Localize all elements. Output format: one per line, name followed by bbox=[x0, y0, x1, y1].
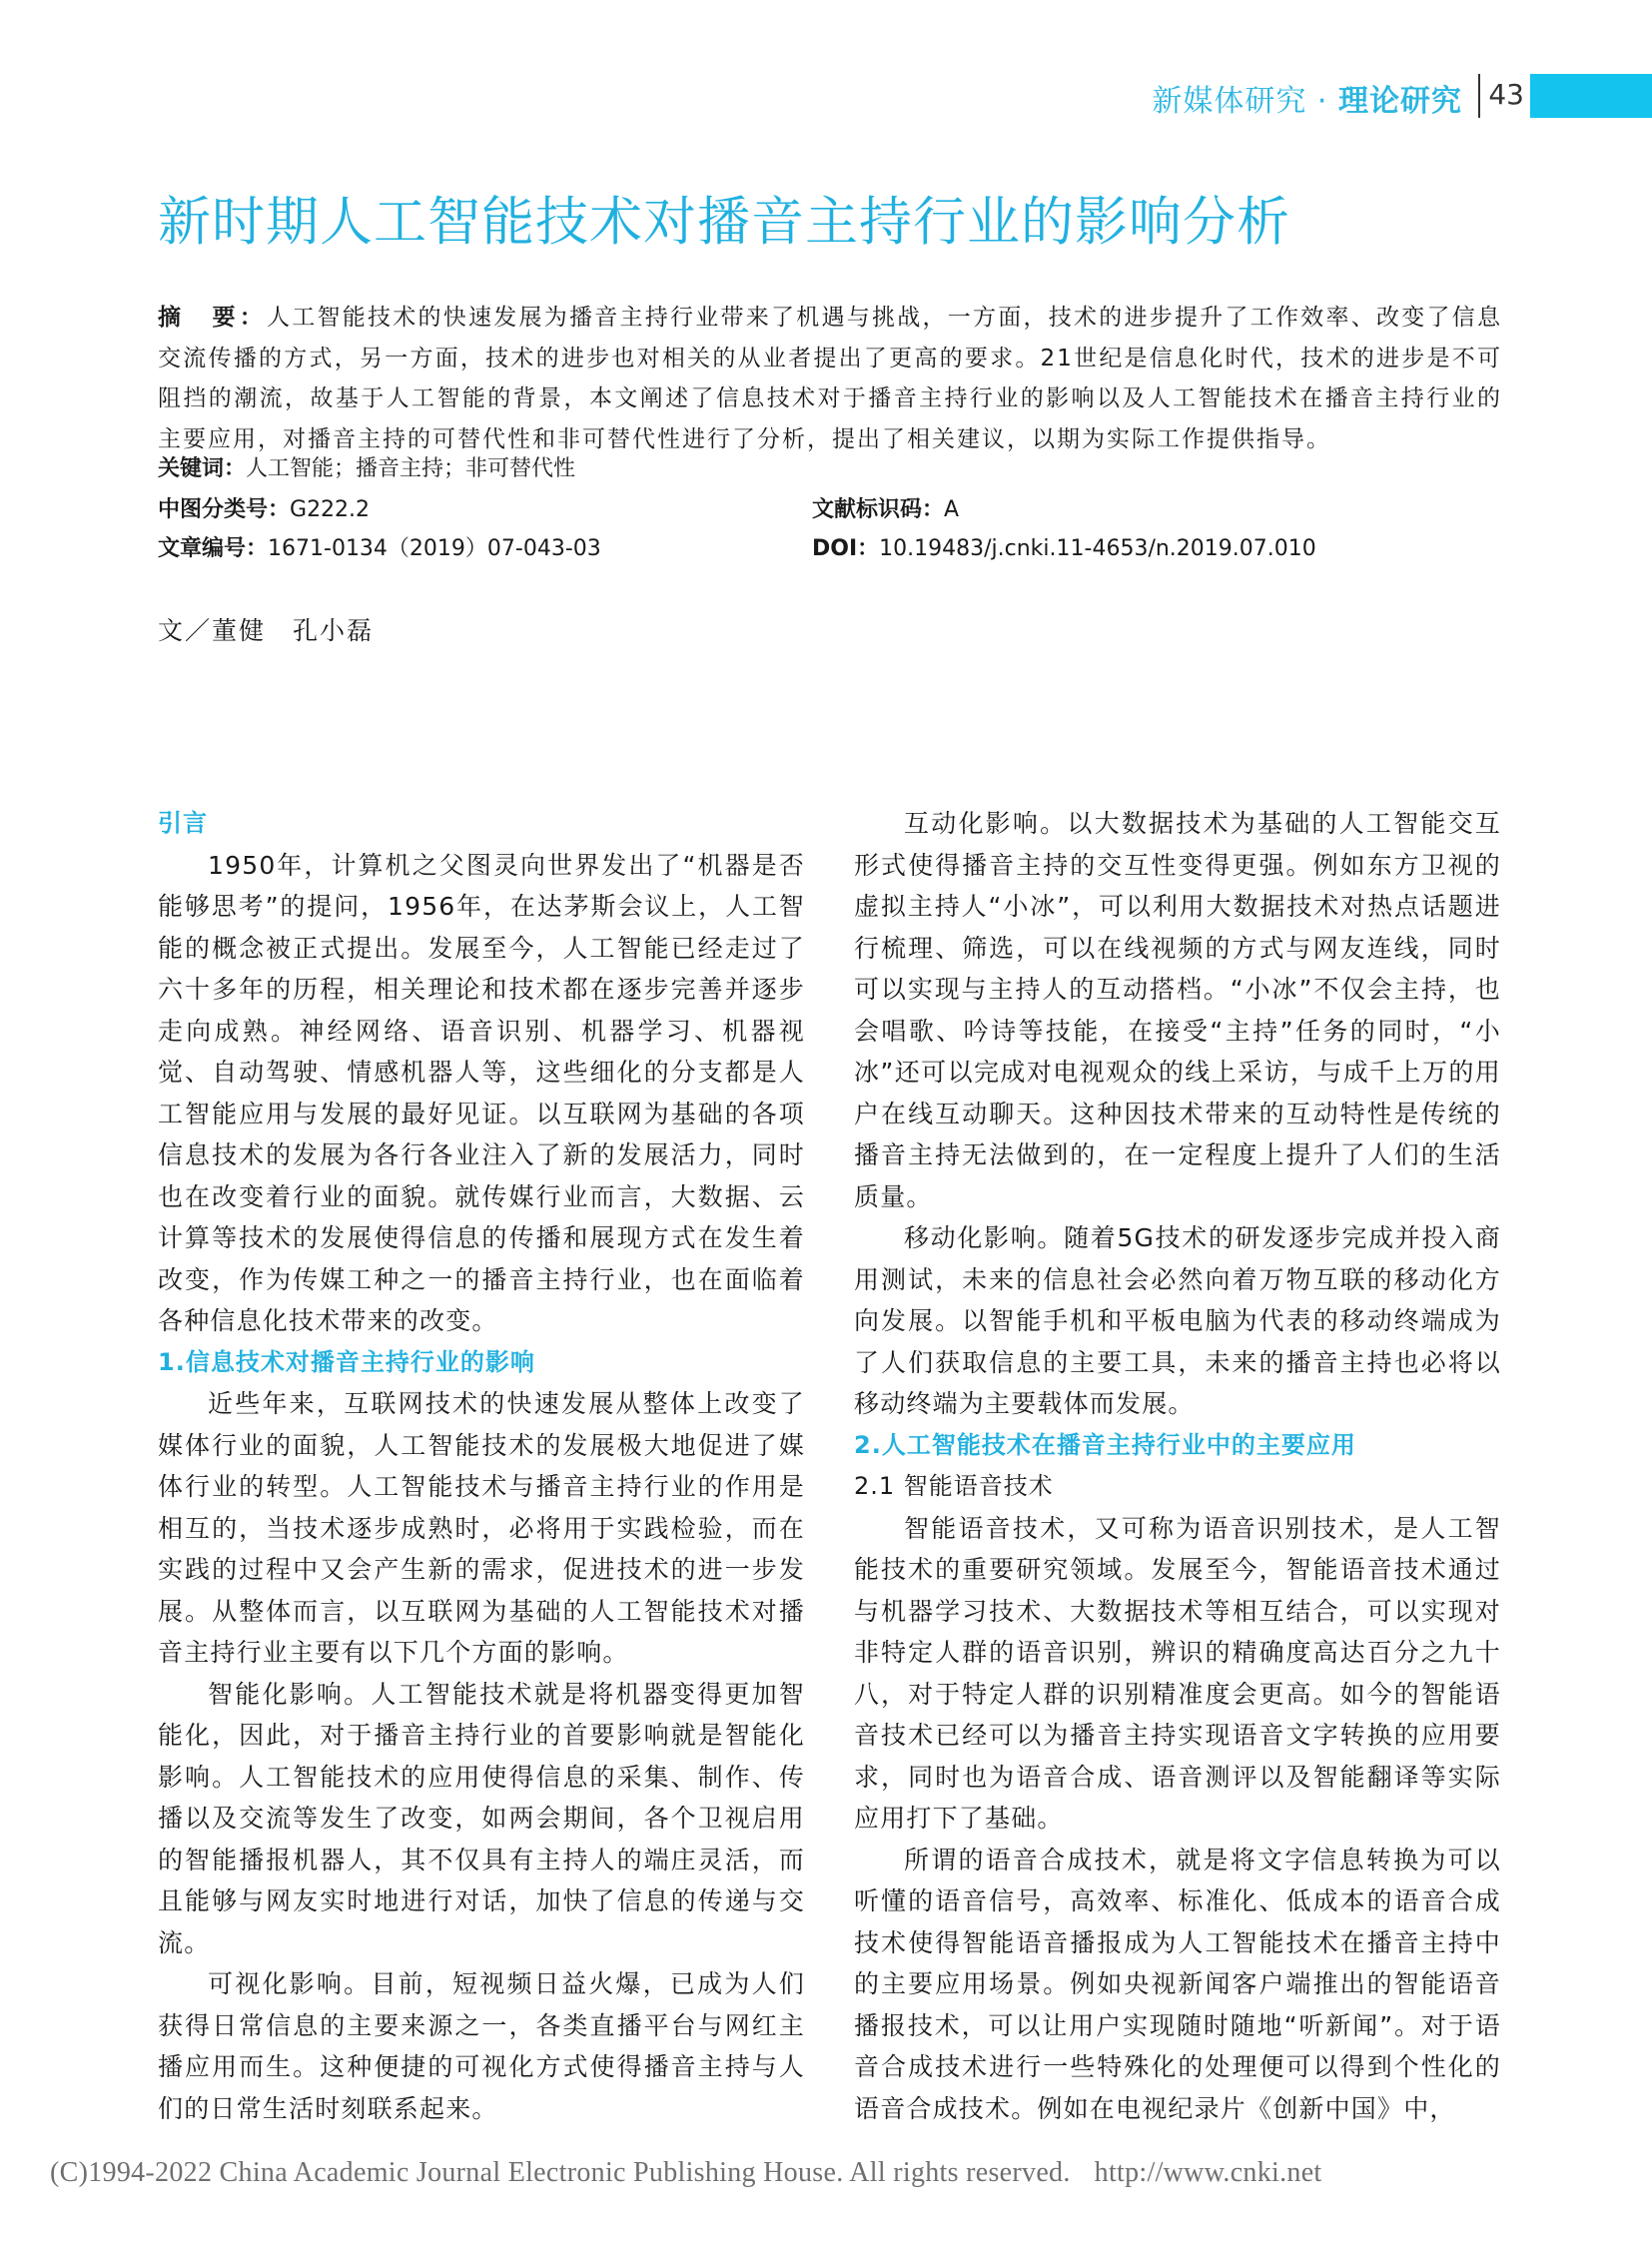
section-1-paragraph-3: 可视化影响。目前，短视频日益火爆，已成为人们获得日常信息的主要来源之一，各类直播平台与网红主播应用而生。这种便捷的可视化方式使得播音主持与人们的日常生活时刻联系起来。 bbox=[158, 1969, 805, 2123]
abstract-label: 摘 要： bbox=[158, 305, 267, 331]
doc-code-text: A bbox=[944, 497, 960, 522]
keywords-text: 人工智能；播音主持；非可替代性 bbox=[246, 456, 576, 481]
intro-heading: 引言 bbox=[158, 809, 208, 837]
section-1-paragraph-2: 智能化影响。人工智能技术就是将机器变得更加智能化，因此，对于播音主持行业的首要影响就是智能化影响。人工智能技术的应用使得信息的采集、制作、传播以及交流等发生了改变，如两会期间，各个卫视启用的智能播报机器人，其不仅具有主持人的端庄灵活，而且能够与网友实时地进行对话，加快了信息的传递与交流。 bbox=[158, 1679, 805, 1957]
left-column bbox=[158, 803, 805, 2129]
section-1-paragraph-5: 移动化影响。随着5G技术的研发逐步完成并投入商用测试，未来的信息社会必然向着万物互联的移动化方向发展。以智能手机和平板电脑为代表的移动终端成为了人们获取信息的主要工具，未来的播音主持也必将以移动终端为主要载体而发展。 bbox=[854, 1223, 1501, 1418]
section-1-heading: 1.信息技术对播音主持行业的影响 bbox=[158, 1347, 535, 1376]
subsection-2-1-heading: 2.1 智能语音技术 bbox=[854, 1472, 1054, 1500]
article-title: 新时期人工智能技术对播音主持行业的影响分析 bbox=[158, 192, 1290, 253]
document-code bbox=[812, 495, 959, 525]
doc-code-label: 文献标识码： bbox=[812, 497, 945, 522]
clc-text: G222.2 bbox=[290, 497, 371, 522]
section-1-paragraph-4: 互动化影响。以大数据技术为基础的人工智能交互形式使得播音主持的交互性变得更强。例如东方卫视的虚拟主持人“小冰”，可以利用大数据技术对热点话题进行梳理、筛选，可以在线视频的方式与网友连线，同时可以实现与主持人的互动搭档。“小冰”不仅会主持，也会唱歌、吟诗等技能，在接受“主持”任务的同时，“小冰”还可以完成对电视观众的线上采访，与成千上万的用户在线互动聊天。这种因技术带来的互动特性是传统的播音主持无法做到的，在一定程度上提升了人们的生活质量。 bbox=[854, 809, 1501, 1211]
abstract-text: 人工智能技术的快速发展为播音主持行业带来了机遇与挑战，一方面，技术的进步提升了工作效率、改变了信息交流传播的方式，另一方面，技术的进步也对相关的从业者提出了更高的要求。21世纪是信息化时代，技术的进步是不可阻挡的潮流，故基于人工智能的背景，本文阐述了信息技术对于播音主持行业的影响以及人工智能技术在播音主持行业的主要应用，对播音主持的可替代性和非可替代性进行了分析，提出了相关建议，以期为实际工作提供指导。 bbox=[158, 305, 1502, 452]
doi-label: DOI： bbox=[812, 536, 880, 561]
journal-name: 新媒体研究 bbox=[1152, 84, 1307, 119]
abstract bbox=[158, 298, 1502, 459]
section-1-paragraph-1: 近些年来，互联网技术的快速发展从整体上改变了媒体行业的面貌，人工智能技术的发展极大地促进了媒体行业的转型。人工智能技术与播音主持行业的作用是相互的，当技术逐步成熟时，必将用于实践检验，而在实践的过程中又会产生新的需求，促进技术的进一步发展。从整体而言，以互联网为基础的人工智能技术对播音主持行业主要有以下几个方面的影响。 bbox=[158, 1389, 805, 1667]
clc-number bbox=[158, 495, 370, 525]
keywords-label: 关键词： bbox=[158, 456, 247, 481]
subsection-2-1-paragraph-1: 智能语音技术，又可称为语音识别技术，是人工智能技术的重要研究领域。发展至今，智能语音技术通过与机器学习技术、大数据技术等相互结合，可以实现对非特定人群的语音识别，辨识的精确度高达百分之九十八，对于特定人群的识别精准度会更高。如今的智能语音技术已经可以为播音主持实现语音文字转换的应用要求，同时也为语音合成、语音测评以及智能翻译等实际应用打下了基础。 bbox=[854, 1513, 1501, 1833]
right-column bbox=[854, 803, 1501, 2129]
header-color-block bbox=[1530, 74, 1652, 118]
header-separator: · bbox=[1306, 84, 1338, 119]
section-2-heading: 2.人工智能技术在播音主持行业中的主要应用 bbox=[854, 1430, 1356, 1459]
clc-label: 中图分类号： bbox=[158, 497, 291, 522]
article-number bbox=[158, 534, 601, 564]
section-name: 理论研究 bbox=[1338, 84, 1462, 119]
page-number: 43 bbox=[1488, 78, 1524, 111]
article-no-text: 1671-0134（2019）07-043-03 bbox=[268, 536, 601, 561]
copyright-footer bbox=[50, 2157, 1322, 2189]
article-no-label: 文章编号： bbox=[158, 536, 269, 561]
running-header bbox=[1003, 74, 1652, 118]
subsection-2-1-paragraph-2: 所谓的语音合成技术，就是将文字信息转换为可以听懂的语音信号，高效率、标准化、低成本的语音合成技术使得智能语音播报成为人工智能技术在播音主持中的主要应用场景。例如央视新闻客户端推出的智能语音播报技术，可以让用户实现随时随地“听新闻”。对于语音合成技术进行一些特殊化的处理便可以得到个性化的语音合成技术。例如在电视纪录片《创新中国》中， bbox=[854, 1845, 1501, 2123]
doi-text: 10.19483/j.cnki.11-4653/n.2019.07.010 bbox=[879, 536, 1316, 561]
running-header-text bbox=[1152, 76, 1462, 120]
footer-url: http://www.cnki.net bbox=[1094, 2157, 1322, 2188]
header-divider bbox=[1478, 74, 1480, 118]
authors: 文／董健 孔小磊 bbox=[158, 616, 375, 645]
doi bbox=[812, 534, 1316, 564]
intro-paragraph: 1950年，计算机之父图灵向世界发出了“机器是否能够思考”的提问，1956年，在达茅斯会议上，人工智能的概念被正式提出。发展至今，人工智能已经走过了六十多年的历程，相关理论和技术都在逐步完善并逐步走向成熟。神经网络、语音识别、机器学习、机器视觉、自动驾驶、情感机器人等，这些细化的分支都是人工智能应用与发展的最好见证。以互联网为基础的各项信息技术的发展为各行各业注入了新的发展活力，同时也在改变着行业的面貌。就传媒行业而言，大数据、云计算等技术的发展使得信息的传播和展现方式在发生着改变，作为传媒工种之一的播音主持行业，也在面临着各种信息化技术带来的改变。 bbox=[158, 850, 805, 1335]
copyright-text: (C)1994-2022 China Academic Journal Electronic Publishing House. All rights reserved. bbox=[50, 2157, 1071, 2188]
keywords bbox=[158, 454, 575, 484]
